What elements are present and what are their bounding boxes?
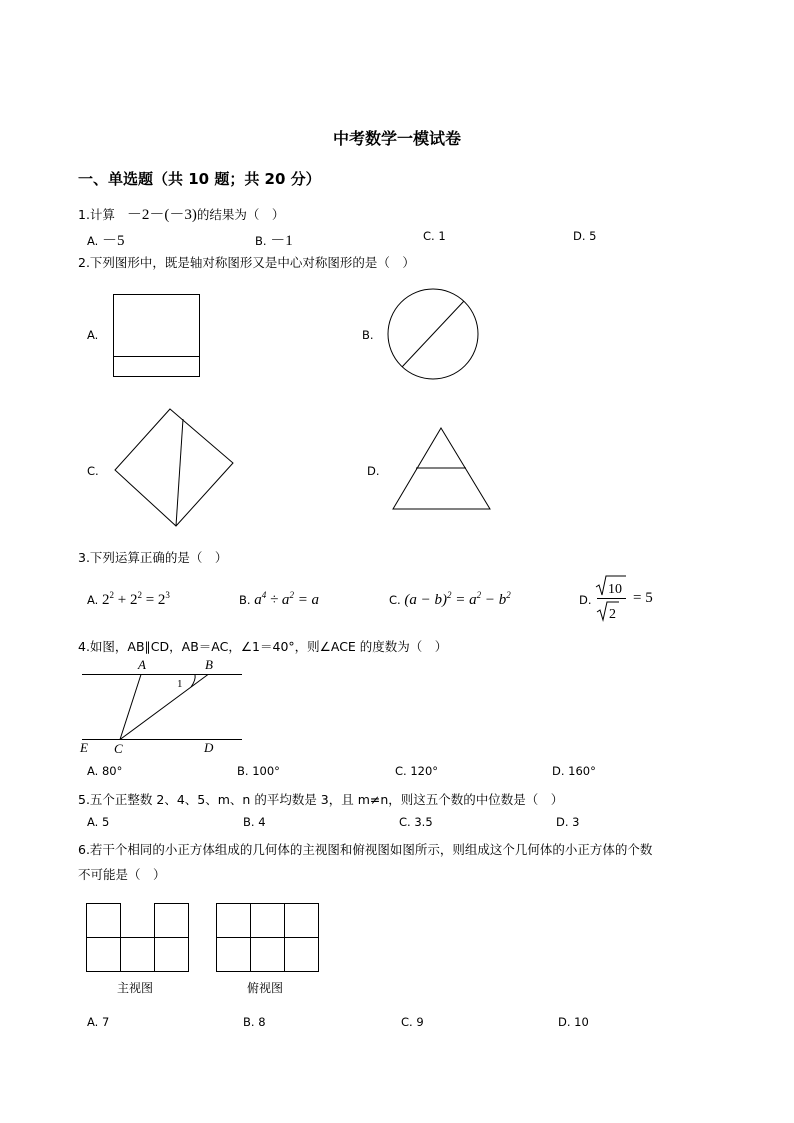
cell (87, 904, 121, 938)
front-view-caption: 主视图 (117, 981, 154, 995)
cell (251, 938, 285, 972)
question-5-option-a[interactable]: A. 5 (87, 815, 110, 829)
segment-ac (120, 675, 141, 740)
section-heading: 一、单选题（共 10 题；共 20 分） (78, 170, 321, 188)
question-3-option-d-rhs: = 5 (633, 590, 653, 606)
option-b-math: $a^4 \div a^2 = a$ (254, 590, 320, 608)
question-6-stem-line-2: 不可能是（ ） (78, 867, 166, 882)
cell (251, 904, 285, 938)
question-5-option-c[interactable]: C. 3.5 (399, 815, 433, 829)
question-6-option-c[interactable]: C. 9 (401, 1015, 424, 1029)
question-6-stem-line-1: 6.若干个相同的小正方体组成的几何体的主视图和俯视图如图所示，则组成这个几何体的小正方体的个数 (78, 842, 653, 857)
question-4-option-a[interactable]: A. 80° (87, 764, 123, 778)
label-a: A (138, 657, 146, 672)
label-angle-1: 1 (177, 678, 183, 690)
question-2-figure-a (113, 294, 201, 378)
label-d: D (204, 740, 214, 755)
question-2-figure-b (386, 287, 480, 381)
chord-line (402, 301, 464, 367)
cell (87, 938, 121, 972)
question-2-stem: 2.下列图形中，既是轴对称图形又是中心对称图形的是（ ） (78, 255, 415, 270)
question-3-option-d-fraction (595, 575, 629, 623)
question-3-option-a[interactable]: A. $2^2 + 2^2 = 2^3$ (87, 590, 170, 608)
sqrt-numerator: 10 (608, 582, 622, 597)
question-3-stem: 3.下列运算正确的是（ ） (78, 550, 228, 565)
segment-bc (120, 675, 208, 740)
page-title: 中考数学一模试卷 (332, 129, 461, 148)
cell (285, 938, 319, 972)
label-e: E (80, 740, 88, 755)
cell (155, 904, 189, 938)
question-2-figure-c (113, 407, 235, 529)
question-2-label-c[interactable]: C. (87, 464, 99, 478)
question-3-option-d-label[interactable]: D. (579, 593, 592, 607)
question-4-option-d[interactable]: D. 160° (552, 764, 596, 778)
question-6-option-d[interactable]: D. 10 (558, 1015, 589, 1029)
question-2-label-b[interactable]: B. (362, 328, 374, 342)
cell (285, 904, 319, 938)
question-1-option-b[interactable]: B. －1 (255, 233, 293, 249)
question-2-figure-d (391, 426, 493, 512)
cell (217, 904, 251, 938)
question-5-option-d[interactable]: D. 3 (556, 815, 580, 829)
inner-line (176, 419, 183, 526)
question-6-front-view (86, 903, 192, 973)
question-1-stem (78, 203, 284, 224)
label-c: C (114, 741, 123, 756)
cell (217, 938, 251, 972)
question-2-label-d[interactable]: D. (367, 464, 380, 478)
top-view-caption: 俯视图 (247, 981, 284, 995)
question-3-option-b[interactable]: B. $a^4 \div a^2 = a$ (239, 590, 320, 608)
option-c-math: $(a - b)^2 = a^2 - b^2$ (404, 590, 511, 608)
question-1-option-a[interactable]: A. －5 (87, 233, 125, 249)
question-1-option-c[interactable]: C. 1 (423, 229, 446, 243)
question-6-option-b[interactable]: B. 8 (243, 1015, 266, 1029)
question-4-figure (78, 656, 244, 758)
question-1-expression: －2－(－3) (126, 207, 197, 223)
option-a-math: $2^2 + 2^2 = 2^3$ (101, 590, 170, 608)
question-1-stem-text: 1.计算 (78, 207, 115, 222)
question-4-stem: 4.如图，AB∥CD，AB＝AC，∠1＝40°，则∠ACE 的度数为（ ） (78, 639, 448, 654)
question-2-label-a[interactable]: A. (87, 328, 99, 342)
question-5-option-b[interactable]: B. 4 (243, 815, 266, 829)
cell (155, 938, 189, 972)
question-6-top-view (216, 903, 322, 973)
question-4-option-b[interactable]: B. 100° (237, 764, 280, 778)
square-shape (114, 295, 200, 377)
question-1-option-d[interactable]: D. 5 (573, 229, 597, 243)
cell (121, 938, 155, 972)
question-4-option-c[interactable]: C. 120° (395, 764, 439, 778)
question-6-option-a[interactable]: A. 7 (87, 1015, 110, 1029)
question-3-option-c[interactable]: C. $(a - b)^2 = a^2 - b^2$ (389, 590, 511, 608)
sqrt-denominator: 2 (609, 607, 616, 622)
question-5-stem: 5.五个正整数 2、4、5、m、n 的平均数是 3，且 m≠n，则这五个数的中位数是（ ） (78, 792, 564, 807)
rhombus-shape (115, 409, 233, 526)
label-b: B (205, 657, 213, 672)
question-1-stem-tail: 的结果为（ ） (196, 207, 285, 222)
